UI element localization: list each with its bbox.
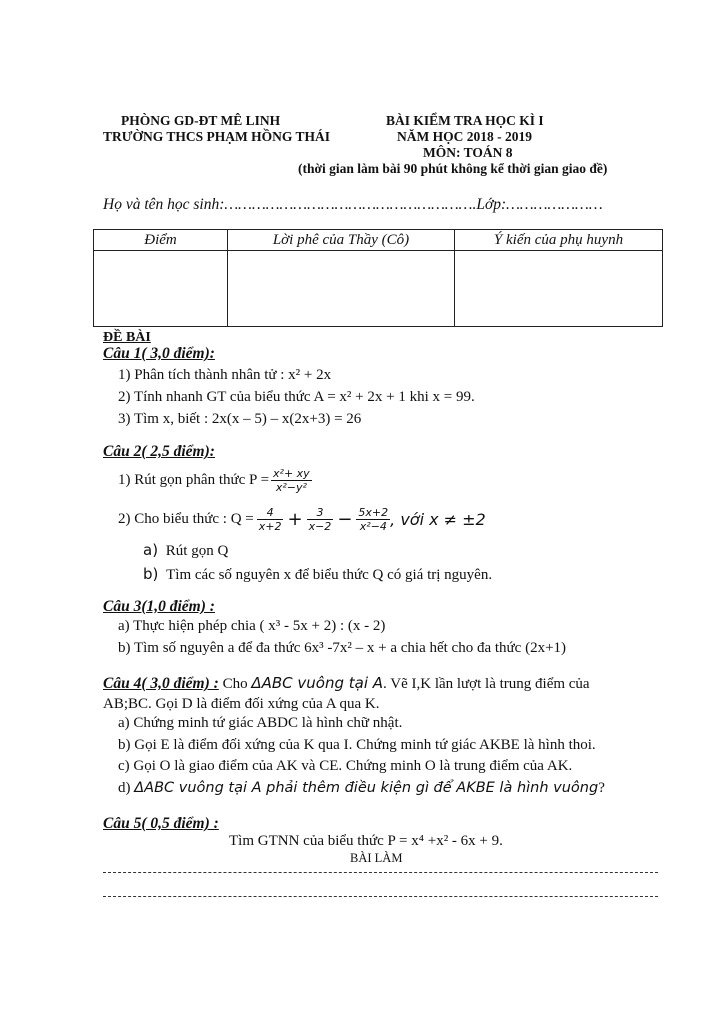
grade-cell-teacher bbox=[228, 251, 455, 327]
q-f1-den: x+2 bbox=[258, 519, 282, 533]
q2-item-2 bbox=[118, 501, 486, 537]
school-name: TRƯỜNG THCS PHẠM HỒNG THÁI bbox=[103, 129, 331, 144]
q4-item-d-math: ΔABC vuông tại A phải thêm điều kiện gì để AKBE là hình vuông bbox=[134, 780, 599, 796]
q2-item-1-text: 1) Rút gọn phân thức P = bbox=[118, 471, 270, 488]
q-condition: , với x ≠ ±2 bbox=[390, 509, 486, 529]
q2-item-1 bbox=[118, 462, 312, 498]
q-f2-den: x−2 bbox=[308, 519, 332, 533]
q-f2-num: 3 bbox=[307, 506, 334, 520]
q5-title: Câu 5( 0,5 điểm) : bbox=[103, 815, 219, 832]
q3-item-a: a) Thực hiện phép chia ( x³ - 5x + 2) : (x - 2) bbox=[118, 618, 386, 634]
q-fraction-1 bbox=[257, 506, 284, 533]
grade-header-score: Điểm bbox=[94, 230, 228, 251]
q5-text: Tìm GTNN của biểu thức P = x⁴ +x² - 6x + 9. bbox=[229, 833, 503, 849]
q2-sub-b bbox=[143, 565, 492, 584]
grade-cell-parent bbox=[455, 251, 663, 327]
q4-title: Câu 4( 3,0 điểm) : bbox=[103, 675, 219, 692]
q4-intro bbox=[103, 674, 590, 693]
grade-header-parent: Ý kiến của phụ huynh bbox=[455, 230, 663, 251]
q4-intro-text-1: Cho bbox=[218, 676, 252, 692]
q1-item-1: 1) Phân tích thành nhân tử : x² + 2x bbox=[118, 367, 332, 383]
dept-name: PHÒNG GD-ĐT MÊ LINH bbox=[121, 113, 281, 128]
q2-item-2-text: 2) Cho biểu thức : Q = bbox=[118, 510, 254, 527]
q2-sub-b-text: Tìm các số nguyên x để biểu thức Q có giá trị nguyên. bbox=[166, 567, 493, 583]
q-f3-den: x²−4 bbox=[359, 519, 387, 533]
grade-cell-score bbox=[94, 251, 228, 327]
q-fraction-3 bbox=[356, 506, 390, 533]
student-info-line: Họ và tên học sinh:……………………………………………….Lớp:………………… bbox=[103, 196, 603, 213]
answer-title: BÀI LÀM bbox=[350, 851, 403, 865]
q3-item-b: b) Tìm số nguyên a để đa thức 6x³ -7x² – x + a chia hết cho đa thức (2x+1) bbox=[118, 640, 567, 656]
answer-line-2 bbox=[103, 896, 658, 897]
q4-item-c: c) Gọi O là giao điểm của AK và CE. Chứng minh O là trung điểm của AK. bbox=[118, 758, 573, 774]
q-minus: − bbox=[337, 508, 353, 530]
p-numerator: x²+ xy bbox=[273, 466, 310, 480]
q4-item-a: a) Chứng minh tứ giác ABDC là hình chữ nhật. bbox=[118, 715, 403, 731]
q4-item-d bbox=[118, 780, 605, 797]
exam-name: BÀI KIỂM TRA HỌC KÌ I bbox=[386, 113, 544, 128]
q4-intro-text-2: . Vẽ I,K lần lượt là trung điểm của bbox=[383, 676, 590, 692]
q2-sub-a-text: Rút gọn Q bbox=[165, 543, 229, 559]
q-f1-num: 4 bbox=[257, 506, 284, 520]
p-denominator: x²−y² bbox=[275, 480, 307, 494]
school-year: NĂM HỌC 2018 - 2019 bbox=[397, 129, 532, 144]
q4-item-b: b) Gọi E là điểm đối xứng của K qua I. Chứng minh tứ giác AKBE là hình thoi. bbox=[118, 737, 596, 753]
q2-sub-a-label: a) bbox=[143, 541, 159, 559]
q2-sub-a bbox=[143, 541, 228, 560]
subject: MÔN: TOÁN 8 bbox=[423, 145, 513, 160]
q4-item-d-label: d) bbox=[118, 780, 135, 796]
q1-item-2: 2) Tính nhanh GT của biểu thức A = x² + 2x + 1 khi x = 99. bbox=[118, 389, 475, 405]
time-note: (thời gian làm bài 90 phút không kể thời gian giao đề) bbox=[298, 161, 608, 176]
q1-item-3: 3) Tìm x, biết : 2x(x – 5) – x(2x+3) = 26 bbox=[118, 411, 362, 427]
grade-header-teacher: Lời phê của Thầy (Cô) bbox=[228, 230, 455, 251]
q2-sub-b-label: b) bbox=[143, 565, 159, 583]
q-f3-num: 5x+2 bbox=[358, 505, 389, 519]
q2-title: Câu 2( 2,5 điểm): bbox=[103, 443, 215, 460]
p-fraction bbox=[271, 467, 312, 494]
answer-line-1 bbox=[103, 872, 658, 873]
q4-intro-math: ΔABC vuông tại A bbox=[251, 674, 384, 692]
exam-title: ĐỀ BÀI bbox=[103, 330, 151, 345]
q4-item-d-end: ? bbox=[598, 780, 605, 796]
q-plus: + bbox=[287, 508, 303, 530]
q3-title: Câu 3(1,0 điểm) : bbox=[103, 598, 215, 615]
q1-title: Câu 1( 3,0 điểm): bbox=[103, 345, 215, 362]
grade-table bbox=[93, 229, 663, 327]
q4-intro-line2: AB;BC. Gọi D là điểm đối xứng của A qua K. bbox=[103, 696, 380, 712]
q-fraction-2 bbox=[307, 506, 334, 533]
